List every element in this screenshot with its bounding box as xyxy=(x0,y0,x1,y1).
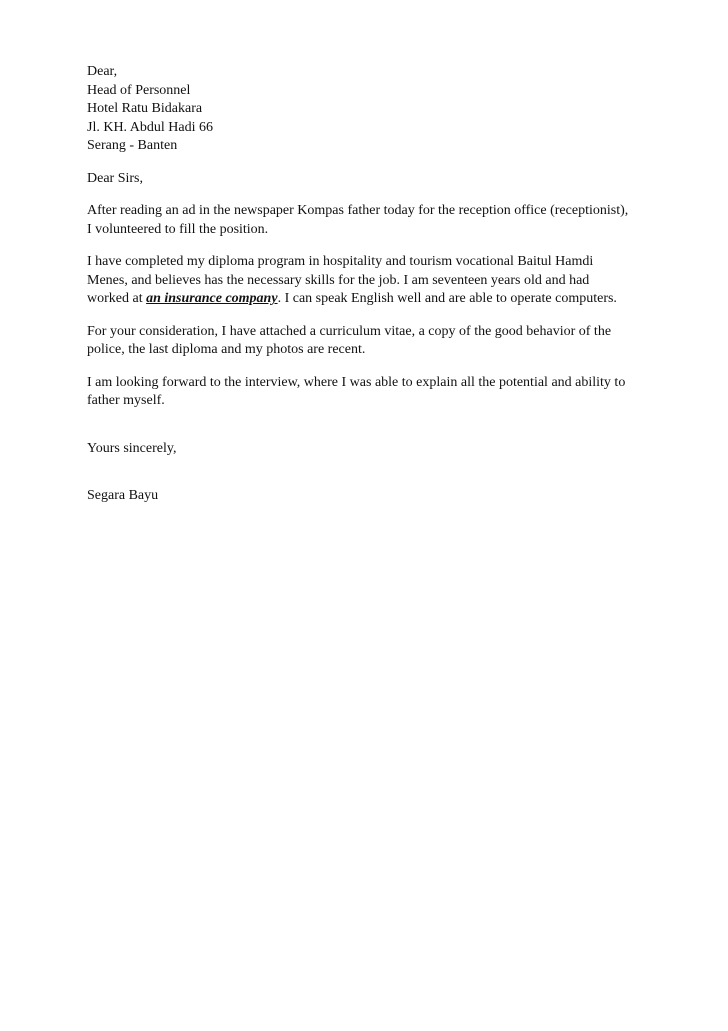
paragraph-1 xyxy=(87,202,667,239)
paragraph-line: I volunteered to fill the position. xyxy=(87,221,269,237)
paragraph-line: Menes, and believes has the necessary skills for the job. I am seventeen years old and had xyxy=(87,272,590,288)
paragraph-line: After reading an ad in the newspaper Kompas father today for the reception office (receptionist), xyxy=(87,203,629,218)
paragraph-line: police, the last diploma and my photos are recent. xyxy=(87,342,366,357)
recipient-salutation: Dear, xyxy=(87,64,118,79)
recipient-company: Hotel Ratu Bidakara xyxy=(87,101,203,116)
paragraph-line: For your consideration, I have attached a curriculum vitae, a copy of the good behavior of the xyxy=(87,323,612,339)
closing: Yours sincerely, xyxy=(87,440,177,456)
text-segment: . I can speak English well and are able to operate computers. xyxy=(277,291,617,306)
paragraph-3 xyxy=(87,323,667,360)
paragraph-line: I have completed my diploma program in hospitality and tourism vocational Baitul Hamdi xyxy=(87,254,594,269)
paragraph-4 xyxy=(87,374,667,411)
greeting: Dear Sirs, xyxy=(87,170,143,186)
cover-letter xyxy=(87,63,667,506)
paragraph-2 xyxy=(87,253,667,309)
recipient-street: Jl. KH. Abdul Hadi 66 xyxy=(87,119,213,135)
paragraph-line: I am looking forward to the interview, where I was able to explain all the potential and ability to xyxy=(87,374,626,390)
recipient-block xyxy=(87,63,667,156)
recipient-city: Serang - Banten xyxy=(87,138,178,153)
text-segment: worked at xyxy=(87,291,147,306)
signature-name: Segara Bayu xyxy=(87,488,159,503)
paragraph-line: father myself. xyxy=(87,393,165,408)
paragraph-line xyxy=(87,290,667,309)
recipient-title: Head of Personnel xyxy=(87,82,191,98)
emphasized-phrase: an insurance company xyxy=(146,291,278,306)
